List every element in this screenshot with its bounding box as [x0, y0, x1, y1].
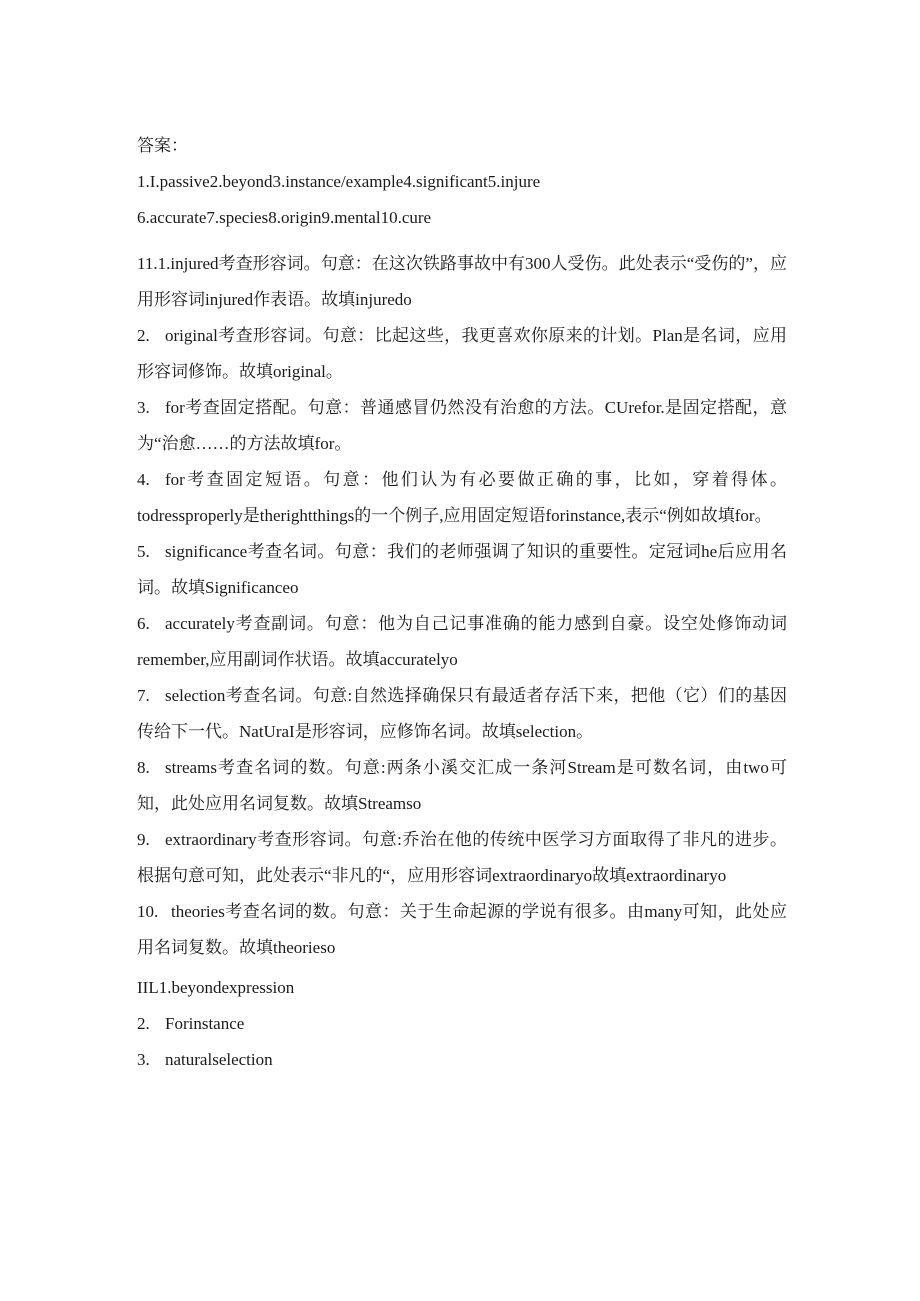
- answer-heading: 答案：: [137, 136, 188, 155]
- explanation-item: [137, 822, 787, 894]
- explanation-item: [137, 606, 787, 678]
- section-3-answers: [137, 970, 787, 1078]
- explanation-text: 11.1.injured考查形容词。句意：在这次铁路事故中有300人受伤。此处表示“受伤的”，应用形容词injured作表语。故填injuredo: [137, 254, 787, 309]
- answer-text: Forinstance: [165, 1014, 245, 1033]
- explanation-text: for考查固定短语。句意：他们认为有必要做正确的事，比如，穿着得体。todressproperly是therightthings的一个例子,应用固定短语forinstance,表示“例如故填for。: [137, 470, 787, 525]
- explanation-text: extraordinary考查形容词。句意:乔治在他的传统中医学习方面取得了非凡的进步。根据句意可知，此处表示“非凡的“，应用形容词extraordinaryo故填extraordinaryo: [137, 830, 787, 885]
- explanation-item: [137, 534, 787, 606]
- answer-item: [137, 970, 787, 1006]
- item-number: 6.: [137, 614, 150, 633]
- explanation-item: [137, 894, 787, 966]
- explanation-text: accurately考查副词。句意：他为自己记事准确的能力感到自豪。设空处修饰动词remember,应用副词作状语。故填accuratelyo: [137, 614, 787, 669]
- answer-item: [137, 1042, 787, 1078]
- explanation-text: selection考查名词。句意:自然选择确保只有最适者存活下来，把他（它）们的基因传给下一代。NatUraI是形容词，应修饰名词。故填selection。: [137, 686, 787, 741]
- item-number: 2.: [137, 1014, 150, 1033]
- item-number: 10.: [137, 902, 159, 921]
- item-number: 4.: [137, 470, 150, 489]
- explanation-text: significance考查名词。句意：我们的老师强调了知识的重要性。定冠词he后应用名词。故填Significanceo: [137, 542, 787, 597]
- item-number: 3.: [137, 398, 150, 417]
- section-1-answers: [137, 164, 787, 236]
- item-number: 2.: [137, 326, 150, 345]
- item-number: 7.: [137, 686, 150, 705]
- explanation-item: [137, 750, 787, 822]
- section-1-line-1: 1.I.passive2.beyond3.instance/example4.significant5.injure: [137, 172, 541, 191]
- item-number: 5.: [137, 542, 150, 561]
- explanation-item: [137, 246, 787, 318]
- explanation-text: streams考查名词的数。句意:两条小溪交汇成一条河Stream是可数名词，由two可知，此处应用名词复数。故填Streamso: [137, 758, 787, 813]
- item-number: 8.: [137, 758, 150, 777]
- explanation-item: [137, 390, 787, 462]
- answer-text: IIL1.beyondexpression: [137, 978, 295, 997]
- explanation-text: theories考查名词的数。句意：关于生命起源的学说有很多。由many可知，此处应用名词复数。故填theorieso: [137, 902, 787, 957]
- section-2-explanations: [137, 246, 787, 966]
- item-number: 3.: [137, 1050, 150, 1069]
- explanation-item: [137, 318, 787, 390]
- answer-text: naturalselection: [165, 1050, 273, 1069]
- answer-item: [137, 1006, 787, 1042]
- explanation-text: original考查形容词。句意：比起这些，我更喜欢你原来的计划。Plan是名词，应用形容词修饰。故填original。: [137, 326, 787, 381]
- explanation-item: [137, 678, 787, 750]
- explanation-text: for考查固定搭配。句意：普通感冒仍然没有治愈的方法。CUrefor.是固定搭配，意为“治愈……的方法故填for。: [137, 398, 787, 453]
- explanation-item: [137, 462, 787, 534]
- item-number: 9.: [137, 830, 150, 849]
- answer-key: [137, 128, 787, 1078]
- section-1-line-2: 6.accurate7.species8.origin9.mental10.cure: [137, 208, 432, 227]
